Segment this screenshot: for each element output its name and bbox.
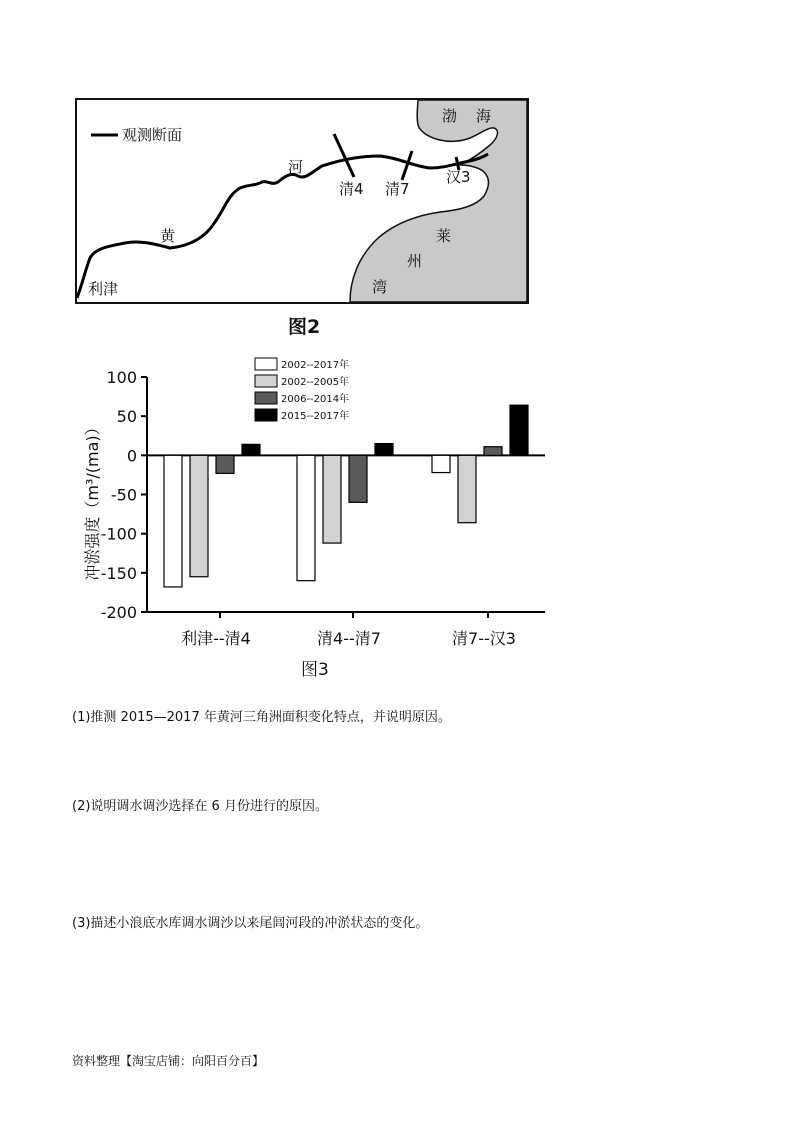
label-he: 河: [288, 158, 304, 176]
x-category-label: 清4--清7: [317, 629, 381, 648]
label-qing7: 清7: [385, 180, 410, 198]
figure2-map: [0, 0, 800, 310]
label-bo: 渤: [442, 107, 458, 125]
question-1: (1)推测 2015—2017 年黄河三角洲面积变化特点，并说明原因。: [72, 710, 451, 725]
bar-2-1: [297, 455, 315, 580]
chart-bars: [164, 405, 528, 587]
bar-1-4: [242, 444, 260, 455]
x-category-label: 清7--汉3: [452, 629, 516, 648]
bar-1-3: [216, 455, 234, 473]
legend-label: 2015--2017年: [281, 411, 350, 422]
legend-label: 2002--2005年: [281, 377, 350, 388]
label-qing4: 清4: [339, 180, 364, 198]
bar-1-2: [190, 455, 208, 576]
bar-2-3: [349, 455, 367, 502]
figure3-caption: 图3: [301, 660, 329, 680]
label-lijin: 利津: [88, 280, 119, 298]
label-huang: 黄: [160, 227, 176, 245]
question-3: (3)描述小浪底水库调水调沙以来尾闾河段的冲淤状态的变化。: [72, 916, 429, 931]
label-lai: 莱: [436, 227, 452, 245]
y-tick-label: -100: [100, 524, 137, 544]
footer-source: 资料整理【淘宝店铺：向阳百分百】: [72, 1054, 265, 1068]
legend-swatch: [255, 392, 277, 404]
chart-legend: [255, 358, 349, 422]
y-tick-label: -200: [100, 603, 137, 622]
bar-1-1: [164, 455, 182, 587]
bar-3-2: [458, 455, 476, 522]
y-tick-label: -150: [100, 563, 137, 583]
legend-swatch: [255, 375, 277, 387]
label-hai: 海: [476, 107, 492, 125]
y-tick-label: 50: [116, 407, 137, 427]
y-tick-label: 100: [106, 368, 137, 387]
bar-3-4: [510, 405, 528, 455]
bar-3-1: [432, 455, 450, 472]
bar-2-4: [375, 444, 393, 456]
legend-label: 2006--2014年: [281, 394, 350, 405]
label-zhou: 州: [407, 252, 423, 270]
bar-2-2: [323, 455, 341, 543]
bar-3-3: [484, 447, 502, 456]
label-han3: 汉3: [446, 168, 471, 186]
y-tick-label: 0: [126, 446, 137, 466]
legend-swatch: [255, 409, 277, 421]
y-tick-label: -50: [110, 485, 137, 505]
x-category-label: 利津--清4: [181, 629, 251, 648]
label-wan: 湾: [372, 278, 388, 296]
legend-label: 2002--2017年: [281, 360, 350, 371]
y-axis-title: 冲淤强度（m³/(ma)）: [83, 419, 102, 581]
legend-observation-label: 观测断面: [122, 126, 183, 144]
figure2-caption: 图2: [288, 316, 321, 338]
legend-swatch: [255, 358, 277, 370]
question-2: (2)说明调水调沙选择在 6 月份进行的原因。: [72, 799, 328, 814]
figure3-chart: [0, 340, 800, 660]
